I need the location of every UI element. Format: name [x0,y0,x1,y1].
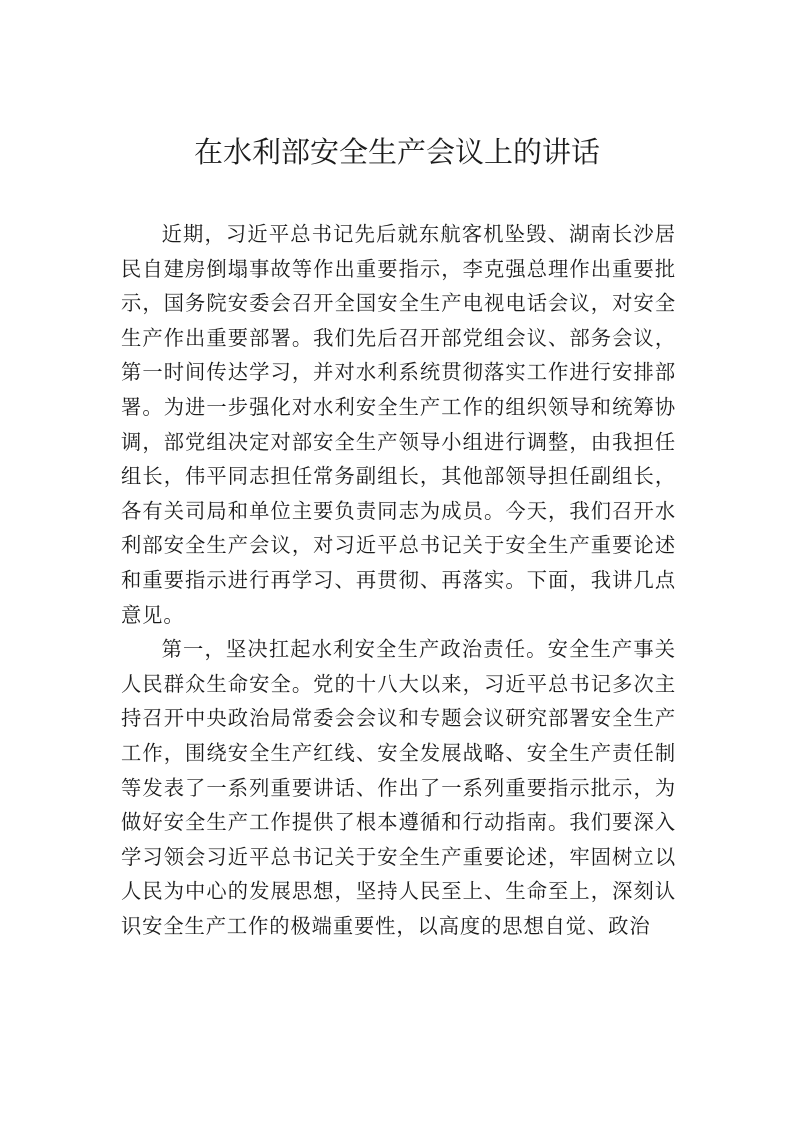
paragraph-1: 近期，习近平总书记先后就东航客机坠毁、湖南长沙居民自建房倒塌事故等作出重要指示，李克强总理作出重要批示，国务院安委会召开全国安全生产电视电话会议，对安全生产作出重要部署。我们先后召开部党组会议、部务会议，第一时间传达学习，并对水利系统贯彻落实工作进行安排部署。为进一步强化对水利安全生产工作的组织领导和统筹协调，部党组决定对部安全生产领导小组进行调整，由我担任组长，伟平同志担任常务副组长，其他部领导担任副组长，各有关司局和单位主要负责同志为成员。今天，我们召开水利部安全生产会议，对习近平总书记关于安全生产重要论述和重要指示进行再学习、再贯彻、再落实。下面，我讲几点意见。 [121,222,676,627]
paragraph-2: 第一，坚决扛起水利安全生产政治责任。安全生产事关人民群众生命安全。党的十八大以来，习近平总书记多次主持召开中央政治局常委会会议和专题会议研究部署安全生产工作，围绕安全生产红线、安全发展战略、安全生产责任制等发表了一系列重要讲话、作出了一系列重要指示批示，为做好安全生产工作提供了根本遵循和行动指南。我们要深入学习领会习近平总书记关于安全生产重要论述，牢固树立以人民为中心的发展思想，坚持人民至上、生命至上，深刻认识安全生产工作的极端重要性，以高度的思想自觉、政治 [121,637,676,938]
document-title: 在水利部安全生产会议上的讲话 [193,135,600,169]
document-body [121,217,676,943]
